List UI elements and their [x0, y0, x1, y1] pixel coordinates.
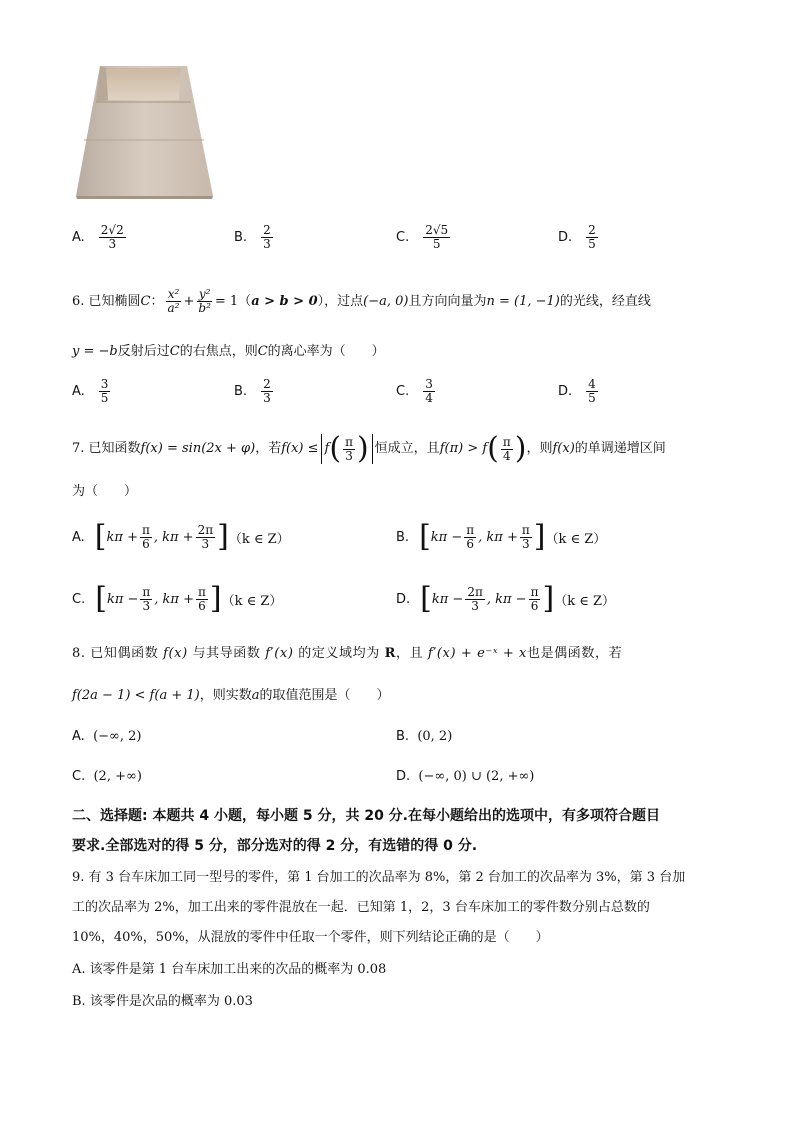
q8-stem-line1: 8. 已知偶函数 f(x) 与其导函数 f′(x) 的定义域均为 R，且 f′(x) + e⁻ˣ + x也是偶函数，若 — [72, 646, 623, 661]
q6-stem-line1: 6. 已知椭圆 C ： $\frac{\text{x²}}{\text{a²}}$ + $\frac{\text{y²}}{\text{b²}}$ = 1（ a > b > 0 ），过点 (−a, 0) 且方向向量为 n = (1, −1) 的光线，经直线 — [72, 287, 651, 315]
q5-option-c[interactable]: C. $\frac{2√5}{5}$ — [396, 223, 449, 251]
q8-option-d[interactable]: D. (−∞, 0) ∪ (2, +∞) — [396, 769, 535, 784]
q5-option-b[interactable]: B. $\frac{2}{3}$ — [234, 223, 271, 251]
fraction: $\frac{2√2}{3}$ — [100, 223, 124, 251]
q6-option-a[interactable]: A. $\frac{3}{5}$ — [72, 377, 109, 405]
q7-option-b[interactable]: B. [ kπ − $\frac{\pi}{6}$ , kπ + $\frac{\pi}{3}$ ] （k ∈ Z） — [396, 519, 607, 554]
q7-option-a[interactable]: A. [ kπ + $\frac{\pi}{6}$ , kπ + $\frac{2\pi}{3}$ ] （k ∈ Z） — [72, 519, 290, 554]
q7-option-d[interactable]: D. [ kπ − $\frac{2\pi}{3}$ , kπ − $\frac{\pi}{6}$ ] （k ∈ Z） — [396, 581, 615, 616]
fraction: $\frac{2}{3}$ — [263, 223, 271, 251]
q8-option-b[interactable]: B. (0, 2) — [396, 729, 453, 744]
q7-option-c[interactable]: C. [ kπ − $\frac{\pi}{3}$ , kπ + $\frac{\pi}{6}$ ] （k ∈ Z） — [72, 581, 283, 616]
q7-stem-line2: 为（ ） — [72, 484, 138, 499]
q6-option-c[interactable]: C. $\frac{3}{4}$ — [396, 377, 433, 405]
q5-option-a[interactable]: A. $\frac{2√2}{3}$ — [72, 223, 124, 251]
q6-option-d[interactable]: D. $\frac{4}{5}$ — [558, 377, 596, 405]
fraction: $\frac{2}{5}$ — [588, 223, 596, 251]
q6-stem-line2: y = −b反射后过C的右焦点，则C的离心率为（ ） — [72, 344, 385, 359]
q9-stem-line1: 9. 有 3 台车床加工同一型号的零件，第 1 台加工的次品率为 8%，第 2 台加工的次品率为 3%，第 3 台加 — [72, 870, 686, 885]
q9-option-a[interactable]: A. 该零件是第 1 台车床加工出来的次品的概率为 0.08 — [72, 962, 387, 977]
fraction: $\frac{2√5}{5}$ — [425, 223, 449, 251]
q9-stem-line2: 工的次品率为 2%，加工出来的零件混放在一起．已知第 1，2，3 台车床加工的零件数分别占总数的 — [72, 900, 650, 915]
section-2-heading-line1: 二、选择题: 本题共 4 小题，每小题 5 分，共 20 分.在每小题给出的选项中，有多项符合题目 — [72, 808, 660, 824]
q9-stem-line3: 10%，40%，50%，从混放的零件中任取一个零件，则下列结论正确的是（ ） — [72, 930, 549, 945]
q5-option-d[interactable]: D. $\frac{2}{5}$ — [558, 223, 596, 251]
q8-option-c[interactable]: C. (2, +∞) — [72, 769, 142, 784]
q8-stem-line2: f(2a − 1) < f(a + 1)，则实数a的取值范围是（ ） — [72, 688, 390, 703]
wooden-box-image — [70, 62, 220, 202]
section-2-heading-line2: 要求.全部选对的得 5 分，部分选对的得 2 分，有选错的得 0 分. — [72, 838, 478, 854]
q6-option-b[interactable]: B. $\frac{2}{3}$ — [234, 377, 271, 405]
q7-stem-line1: 7. 已知函数 f(x) = sin(2x + φ) ，若 f(x) ≤ f ( $\frac{\pi}{3}$ ) 恒成立，且 f(π) > f ( $\frac{\pi}{4}$ ) ，则 f(x) 的单调递增区间 — [72, 431, 666, 466]
q8-option-a[interactable]: A. (−∞, 2) — [72, 729, 142, 744]
q9-option-b[interactable]: B. 该零件是次品的概率为 0.03 — [72, 994, 253, 1009]
